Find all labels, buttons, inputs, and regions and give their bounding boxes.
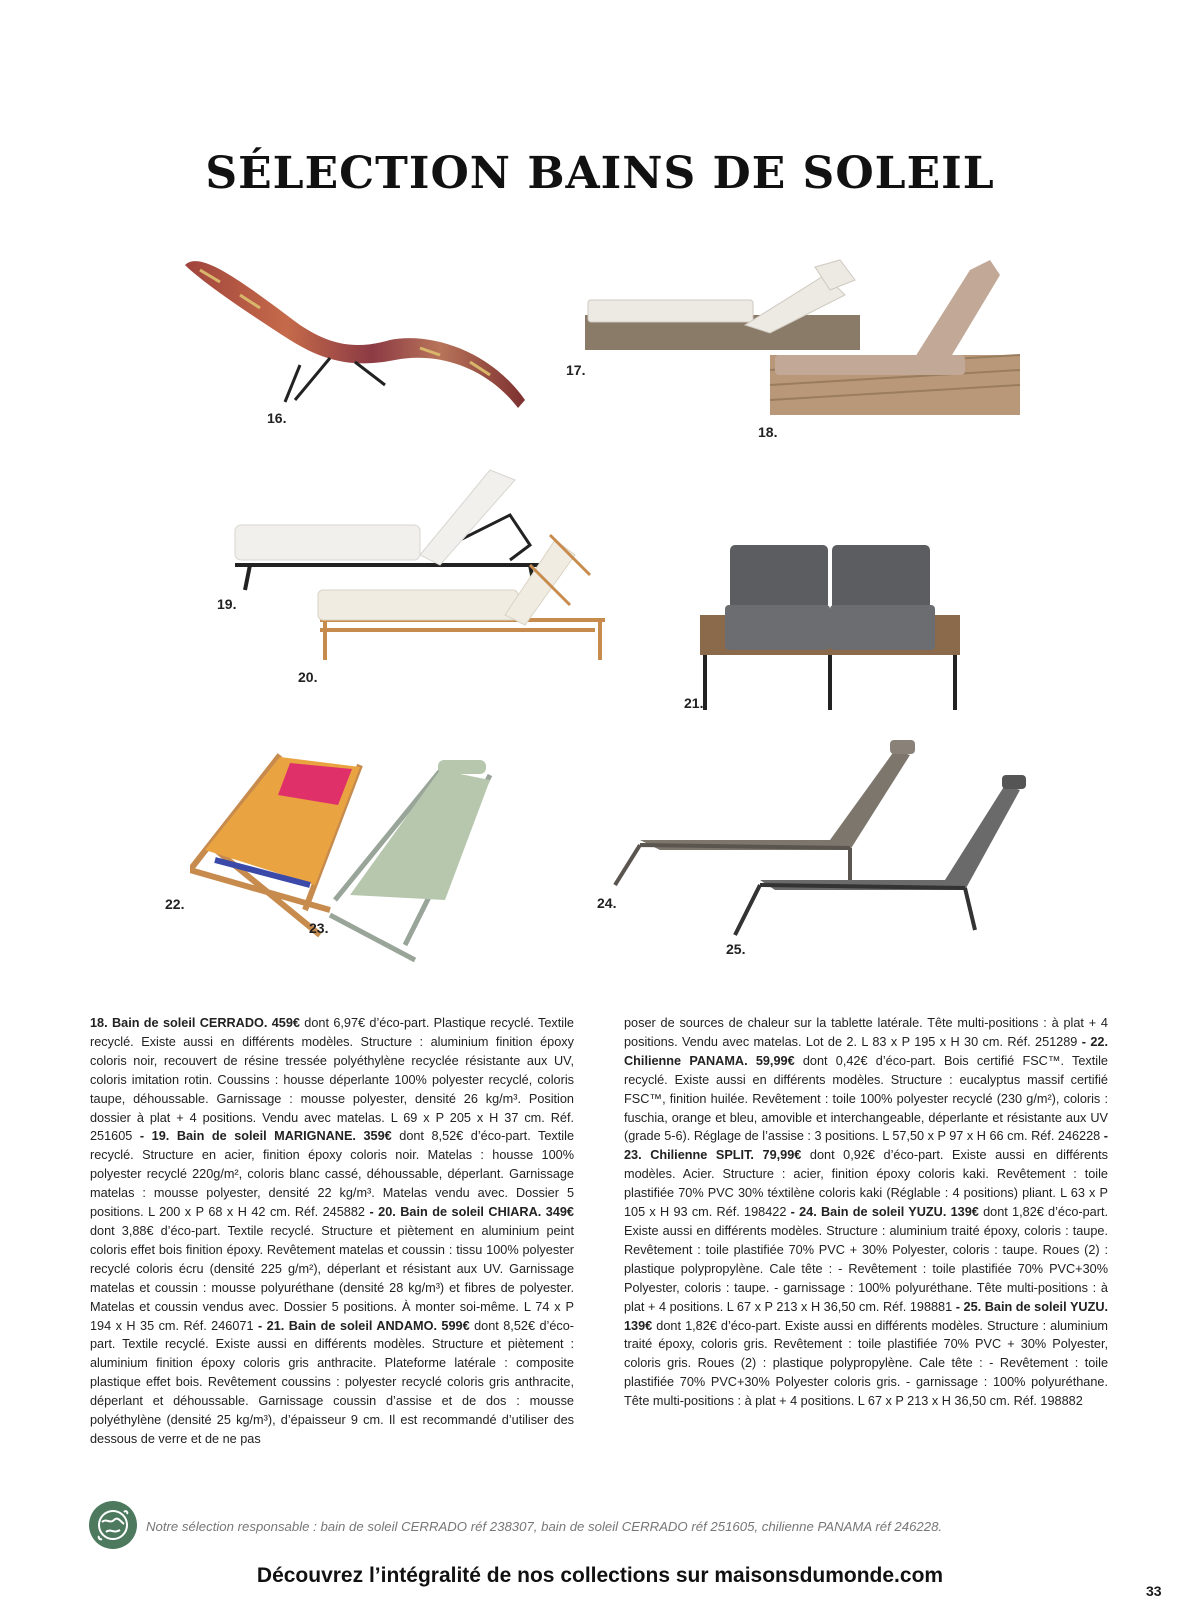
- product-image-19-20-cushion-loungers: [230, 465, 625, 690]
- product-label-20: 20.: [298, 669, 318, 685]
- product-label-17: 17.: [566, 362, 586, 378]
- product-label-23: 23.: [309, 920, 329, 936]
- desc-heading-25: - 25. Bain de soleil YUZU. 139€: [624, 1299, 1109, 1333]
- desc-text-23: dont 0,92€ d’éco-part. Existe aussi en différents modèles. Acier. Structure : acier, finition époxy coloris kaki. Revêtement : toile plastifiée 70% PVC 30% téxtilène coloris kaki (Réglable : 4 positions) pliant. L 63 x P 105 x H 93 cm. Réf. 198422: [624, 1148, 1108, 1220]
- desc-text-20: dont 3,88€ d’éco-part. Textile recyclé. Structure et piètement en aluminium peint coloris effet bois finition époxy. Revêtement matelas et coussin : tissu 100% polyester recyclé coloris écru (densité 225 g/m²), déperlant et résistant aux UV. Garnissage matelas et coussin : mousse polyuréthane (densité 28 kg/m³) et fibres de polyester. Matelas et coussin vendus avec. Dossier 5 positions. À monter soi-même. L 74 x P 194 x H 35 cm. Réf. 246071: [90, 1223, 574, 1333]
- product-label-25: 25.: [726, 941, 746, 957]
- product-label-22: 22.: [165, 896, 185, 912]
- product-image-16-woven-lounger: [180, 240, 540, 430]
- product-label-18: 18.: [758, 424, 778, 440]
- product-image-21-anthracite-lounger: [700, 545, 970, 710]
- description-column-left: [90, 1014, 574, 1449]
- desc-heading-21: - 21. Bain de soleil ANDAMO. 599€: [257, 1318, 470, 1333]
- desc-text-21: dont 8,52€ d’éco-part. Textile recyclé. Existe aussi en différents modèles. Structure et piètement : aluminium finition époxy coloris gris anthracite. Plateforme latérale : composite plastique effet bois. Revêtement coussins : polyester recyclé coloris gris anthracite, déperlant et déhoussable. Garnissage coussin d’assise et de dos : mousse polyéthylène (densité 25 kg/m³), d’épaisseur 9 cm. Il est recommandé d’utiliser des dessous de verre et de ne pas: [90, 1318, 575, 1446]
- footer-website-cta: Découvrez l’intégralité de nos collections sur maisonsdumonde.com: [256, 1564, 944, 1587]
- page-number: 33: [1146, 1583, 1162, 1599]
- desc-text-19: dont 8,52€ d’éco-part. Textile recyclé. Structure en acier, finition époxy coloris noir. Matelas : housse 100% polyester recyclé 220g/m², coloris blanc cassé, déhoussable, déperlant. Garnissage matelas : mousse polyester, densité 22 kg/m³. Matelas vendu avec. Dossier 5 positions. L 200 x P 68 x H 42 cm. Réf. 245882: [90, 1129, 574, 1220]
- desc-text-22: dont 0,42€ d’éco-part. Bois certifié FSC™. Textile recyclé. Existe aussi en différents modèles. Structure : eucalyptus massif certifié FSC™, finition huilée. Revêtement : toile 100% polyester recyclé (230 g/m²), coloris : fuschia, orange et bleu, amovible et interchangeable, déperlante et résistante aux UV (grade 5-6). Réglage de l’assise : 3 positions. L 57,50 x P 97 x H 66 cm. Réf. 246228: [624, 1053, 1108, 1144]
- eco-globe-icon: [88, 1500, 138, 1550]
- desc-text-21-cont: poser de sources de chaleur sur la tablette latérale. Tête multi-positions : à plat + 4 positions. Vendu avec matelas. Lot de 2. L 83 x P 195 x H 30 cm. Réf. 251289: [624, 1016, 1108, 1049]
- eco-note: Notre sélection responsable : bain de soleil CERRADO réf 238307, bain de soleil CERRADO réf 251605, chilienne PANAMA réf 246228.: [146, 1519, 943, 1534]
- desc-heading-19: - 19. Bain de soleil MARIGNANE. 359€: [139, 1129, 392, 1144]
- desc-text-18: dont 6,97€ d’éco-part. Plastique recyclé. Textile recyclé. Existe aussi en différents modèles. Structure : aluminium finition époxy coloris noir, recouvert de résine tressée polyéthylène recyclée résistante aux UV, coloris imitation rotin. Coussins : housse déperlante 100% polyester recyclé, coloris taupe, déhoussable. Garnissage : mousse polyester, densité 26 kg/m³. Position dossier à plat + 4 positions. Vendu avec matelas. L 69 x P 205 x H 37 cm. Réf. 251605: [90, 1016, 574, 1144]
- product-image-17-18-wicker-loungers: [580, 255, 1040, 440]
- desc-text-25: dont 1,82€ d’éco-part. Existe aussi en différents modèles. Structure : aluminium traité époxy, coloris gris. Revêtement : toile plastifiée 70% PVC + 30% Polyester, coloris gris. Roues (2) : plastique polypropylène. Cale tête : - Revêtement : toile plastifiée 70% PVC+30% Polyester coloris gris. - garnissage : 100% polyuréthane. Tête multi-positions : à plat + 4 positions. L 67 x P 213 x H 36,50 cm. Réf. 198882: [624, 1318, 1108, 1409]
- description-column-right: [624, 1014, 1108, 1411]
- product-label-19: 19.: [217, 596, 237, 612]
- product-label-16: 16.: [267, 410, 287, 426]
- product-image-22-23-deck-chairs: [190, 745, 520, 970]
- page-title: SÉLECTION BAINS DE SOLEIL: [205, 148, 995, 199]
- product-image-24-25-sling-loungers: [610, 740, 1030, 950]
- desc-heading-23: - 23. Chilienne SPLIT. 79,99€: [624, 1129, 1108, 1163]
- desc-heading-24: - 24. Bain de soleil YUZU. 139€: [790, 1205, 979, 1220]
- product-label-24: 24.: [597, 895, 617, 911]
- desc-heading-22: - 22. Chilienne PANAMA. 59,99€: [624, 1034, 1108, 1068]
- desc-text-24: dont 1,82€ d’éco-part. Existe aussi en différents modèles. Structure : aluminium traité époxy, coloris : taupe. Revêtement : toile plastifiée 70% PVC + 30% Polyester, coloris : taupe. Roues (2) : plastique polypropylène. Cale tête : - Revêtement : toile plastifiée 70% PVC+30% Polyester, coloris : taupe. - garnissage : 100% polyuréthane. Tête multi-positions : à plat + 4 positions. L 67 x P 213 x H 36,50 cm. Réf. 198881: [624, 1205, 1108, 1314]
- product-label-21: 21.: [684, 695, 704, 711]
- desc-heading-18: 18. Bain de soleil CERRADO. 459€: [90, 1016, 300, 1030]
- desc-heading-20: - 20. Bain de soleil CHIARA. 349€: [369, 1205, 574, 1220]
